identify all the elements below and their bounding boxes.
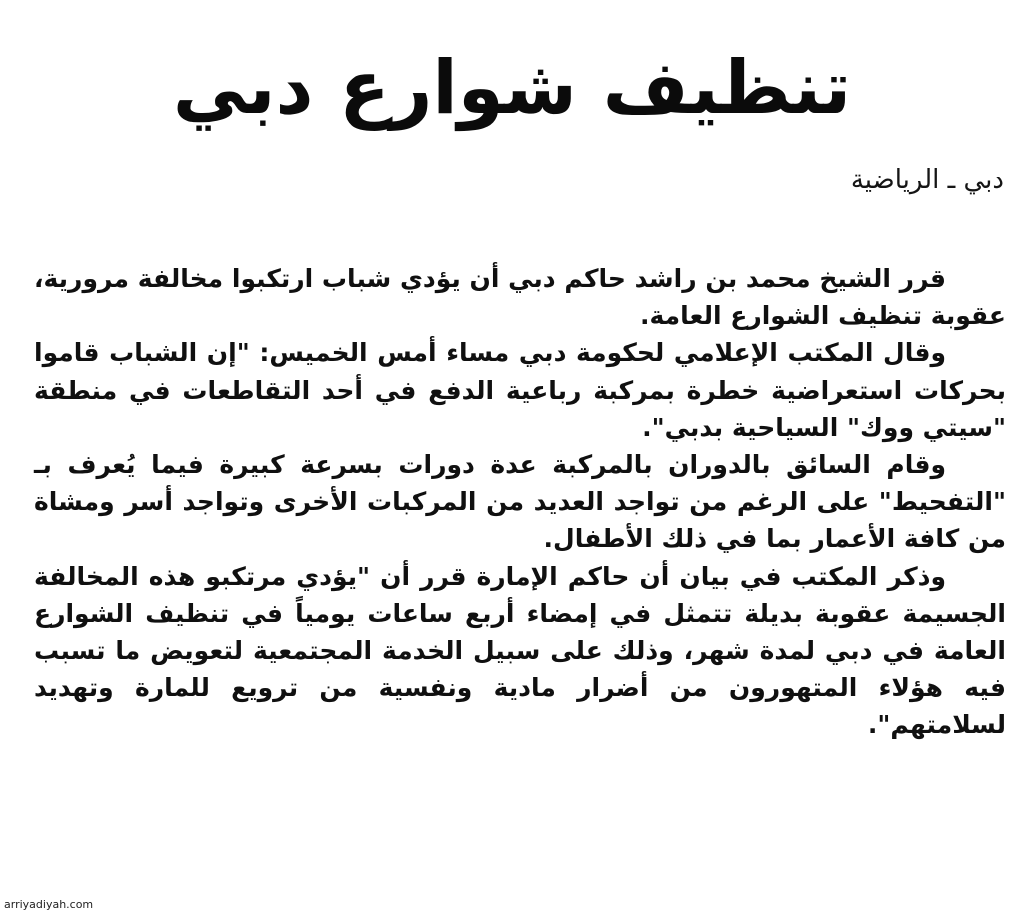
article-paragraph: وقام السائق بالدوران بالمركبة عدة دورات بسرعة كبيرة فيما يُعرف بـ "التفحيط" على الرغم من تواجد العديد من المركبات الأخرى وتواجد أسر ومشاة من كافة الأعمار بما في ذلك الأطفال.	[34, 450, 1006, 554]
article-paragraph: وذكر المكتب في بيان أن حاكم الإمارة قرر أن "يؤدي مرتكبو هذه المخالفة الجسيمة عقوبة بديلة تتمثل في إمضاء أربع ساعات يومياً في تنظيف الشوارع العامة في دبي لمدة شهر، وذلك على سبيل الخدمة المجتمعية لتعويض ما تسبب فيه هؤلاء المتهورون من أضرار مادية ونفسية من ترويع للمارة وتهديد لسلامتهم".	[34, 561, 1006, 740]
article-paragraph: قرر الشيخ محمد بن راشد حاكم دبي أن يؤدي شباب ارتكبوا مخالفة مرورية، عقوبة تنظيف الشوارع العامة.	[34, 264, 1006, 331]
article-paragraph: وقال المكتب الإعلامي لحكومة دبي مساء أمس الخميس: "إن الشباب قاموا بحركات استعراضية خطرة بمركبة رباعية الدفع في أحد التقاطعات في منطقة "سيتي ووك" السياحية بدبي".	[34, 338, 1006, 442]
article-byline: دبي ـ الرياضية	[850, 165, 1004, 195]
article-headline: تنظيف شوارع دبي	[172, 45, 852, 131]
source-watermark: arriyadiyah.com	[4, 898, 94, 911]
article-body	[34, 260, 1006, 744]
